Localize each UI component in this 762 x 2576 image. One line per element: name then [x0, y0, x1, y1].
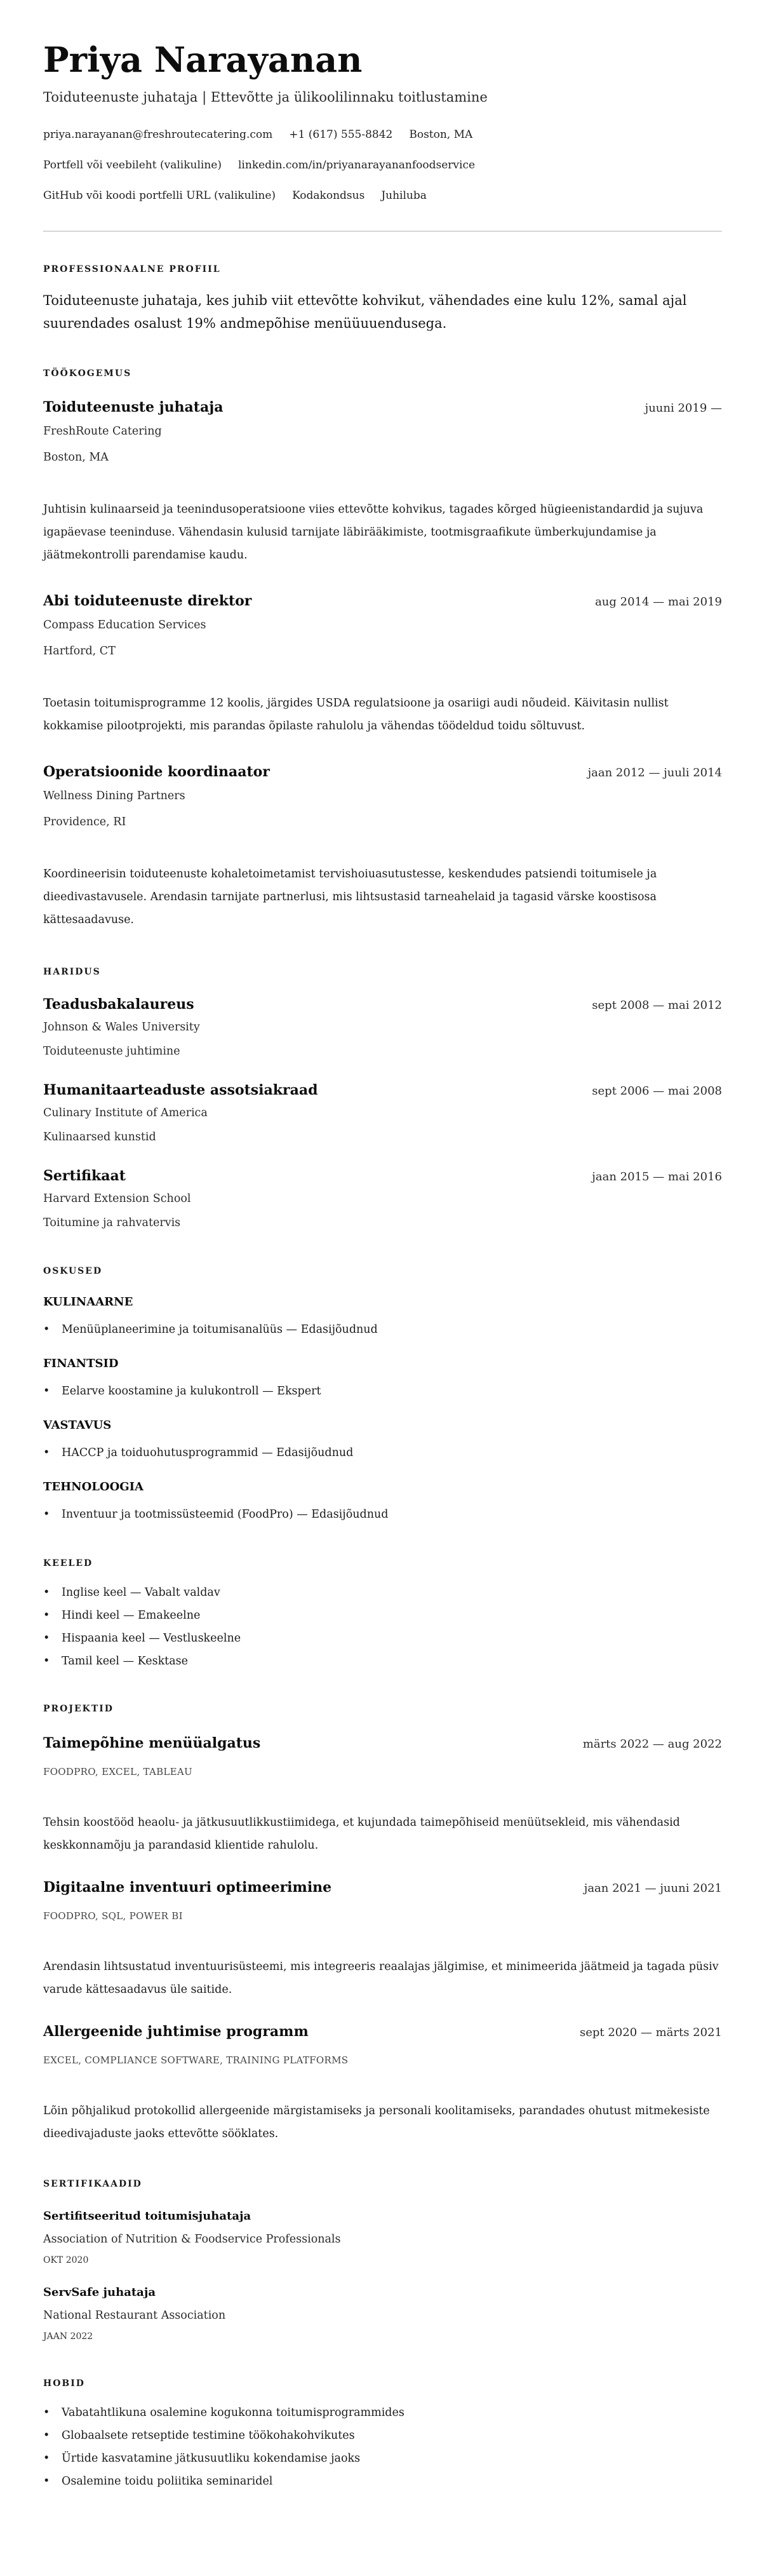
certification-issuer: Association of Nutrition & Foodservice Professionals: [43, 2233, 341, 2246]
certification-entry: [43, 2284, 722, 2343]
job-location: Boston, MA: [43, 451, 109, 464]
entry-header: [43, 2022, 722, 2042]
certification-entry: [43, 2208, 722, 2267]
location: Boston, MA: [409, 128, 473, 141]
contact-row: [43, 125, 722, 144]
language-item: • Hispaania keel — Vestluskeelne: [43, 1627, 722, 1650]
entry-date: sept 2020 — märts 2021: [579, 2026, 722, 2039]
job-description: Toetasin toitumisprogramme 12 koolis, järgides USDA regulatsioone ja osariigi audi nõudeid. Käivitasin nullist kokkamise pilootprojekti, mis parandas õpilaste rahulolu ja vähendas töödeldud toidu sõltuvust.: [43, 697, 669, 732]
skill-item: • Inventuur ja tootmissüsteemid (FoodPro) — Edasijõudnud: [43, 1506, 722, 1523]
profile-section: [43, 263, 722, 335]
portfolio-link[interactable]: Portfell või veebileht (valikuline): [43, 159, 222, 172]
entry-header: [43, 591, 722, 612]
certification-date: JAAN 2022: [43, 2331, 93, 2342]
skill-group: [43, 1294, 722, 1338]
school-name: Harvard Extension School: [43, 1192, 191, 1205]
projects-section: [43, 1703, 722, 2145]
section-heading: PROJEKTID: [43, 1704, 114, 1714]
certification-issuer: National Restaurant Association: [43, 2309, 226, 2322]
certification-date: OKT 2020: [43, 2255, 89, 2265]
school-name: Culinary Institute of America: [43, 1107, 208, 1119]
entry-header: [43, 1734, 722, 1754]
skill-group: [43, 1417, 722, 1461]
project-description: Arendasin lihtsustatud inventuurisüsteemi, mis integreeris reaalajas jälgimise, et minimeerida jäätmeid ja tagada püsiv varude kättesaadavus üle saitide.: [43, 1960, 719, 1996]
hobby-item: • Ürtide kasvatamine jätkusuutliku kokendamise jaoks: [43, 2447, 722, 2470]
job-description: Koordineerisin toiduteenuste kohaletoimetamist tervishoiuasutustesse, keskendudes patsiendi toitumisele ja dieedivastavusele. Arendasin tarnijate partnerlusi, mis lihtsustasid tarneahelaid ja tagasid värske koostisosa kättesaadavuse.: [43, 868, 657, 926]
experience-entry: [43, 398, 722, 567]
degree-title: Sertifikaat: [43, 1168, 126, 1184]
hobbies-section: [43, 2377, 722, 2493]
citizenship: Kodakondsus: [292, 189, 365, 202]
headline: Toiduteenuste juhataja | Ettevõtte ja ülikoolilinnaku toitlustamine: [43, 90, 488, 105]
skill-list: [43, 1445, 722, 1461]
entry-header: [43, 762, 722, 783]
section-heading: HARIDUS: [43, 967, 101, 977]
section-heading: SERTIFIKAADID: [43, 2179, 142, 2189]
certification-title: ServSafe juhataja: [43, 2286, 156, 2299]
school-name: Johnson & Wales University: [43, 1021, 200, 1034]
skill-item: • Eelarve koostamine ja kulukontroll — Ekspert: [43, 1383, 722, 1399]
section-heading: TÖÖKOGEMUS: [43, 368, 132, 379]
contact-row: [43, 156, 722, 175]
entry-date: aug 2014 — mai 2019: [595, 595, 722, 609]
skill-group: [43, 1479, 722, 1523]
project-entry: [43, 1734, 722, 1857]
project-title: Allergeenide juhtimise programm: [43, 2023, 309, 2040]
job-location: Providence, RI: [43, 816, 126, 828]
project-description: Tehsin koostööd heaolu- ja jätkusuutlikkustiimidega, et kujundada taimepõhiseid menüütsekleid, mis vähendasid keskkonnamõju ja parandasid klientide rahulolu.: [43, 1816, 680, 1852]
skill-group-title: KULINAARNE: [43, 1295, 133, 1309]
field-of-study: Kulinaarsed kunstid: [43, 1131, 156, 1143]
company-name: FreshRoute Catering: [43, 425, 162, 438]
education-entry: [43, 1166, 722, 1231]
job-location: Hartford, CT: [43, 645, 116, 657]
field-of-study: Toiduteenuste juhtimine: [43, 1045, 180, 1058]
github-link[interactable]: GitHub või koodi portfelli URL (valikuline): [43, 189, 276, 202]
hobby-item: • Globaalsete retseptide testimine töökohakohvikutes: [43, 2424, 722, 2447]
project-entry: [43, 1878, 722, 2001]
education-section: [43, 966, 722, 1231]
entry-date: jaan 2015 — mai 2016: [592, 1170, 722, 1183]
skill-group: [43, 1356, 722, 1399]
candidate-name: Priya Narayanan: [43, 39, 363, 80]
degree-title: Humanitaarteaduste assotsiakraad: [43, 1082, 318, 1098]
entry-header: [43, 398, 722, 418]
section-heading: PROFESSIONAALNE PROFIIL: [43, 264, 221, 274]
entry-date: juuni 2019 —: [645, 401, 722, 415]
language-item: • Tamil keel — Kesktase: [43, 1650, 722, 1673]
languages-section: [43, 1557, 722, 1673]
language-item: • Hindi keel — Emakeelne: [43, 1604, 722, 1627]
project-tech: FOODPRO, EXCEL, TABLEAU: [43, 1766, 192, 1777]
skill-item: • HACCP ja toiduohutusprogrammid — Edasijõudnud: [43, 1445, 722, 1461]
entry-date: sept 2006 — mai 2008: [592, 1084, 722, 1098]
certification-title: Sertifitseeritud toitumisjuhataja: [43, 2209, 251, 2223]
skill-item: • Menüüplaneerimine ja toitumisanalüüs — Edasijõudnud: [43, 1321, 722, 1338]
field-of-study: Toitumine ja rahvatervis: [43, 1217, 181, 1229]
header-divider: [43, 231, 722, 232]
entry-date: sept 2008 — mai 2012: [592, 999, 722, 1012]
contact-row: [43, 186, 722, 205]
project-tech: FOODPRO, SQL, POWER BI: [43, 1910, 183, 1922]
entry-header: [43, 1081, 722, 1101]
experience-section: [43, 367, 722, 931]
project-entry: [43, 2022, 722, 2145]
skill-group-title: VASTAVUS: [43, 1419, 112, 1432]
section-heading: KEELED: [43, 1558, 93, 1568]
certifications-section: [43, 2178, 722, 2343]
drivers-license: Juhiluba: [381, 189, 427, 202]
phone: +1 (617) 555-8842: [289, 128, 393, 141]
resume-header: [43, 39, 722, 205]
skill-list: [43, 1321, 722, 1338]
section-heading: HOBID: [43, 2378, 85, 2389]
education-entry: [43, 995, 722, 1060]
education-entry: [43, 1081, 722, 1145]
experience-entry: [43, 762, 722, 931]
skill-list: [43, 1383, 722, 1399]
project-title: Digitaalne inventuuri optimeerimine: [43, 1879, 332, 1896]
language-item: • Inglise keel — Vabalt valdav: [43, 1581, 722, 1604]
project-description: Lõin põhjalikud protokollid allergeenide märgistamiseks ja personali koolitamiseks, parandades ohutust mitmekesiste dieedivajaduste jaoks ettevõtte sööklates.: [43, 2105, 710, 2140]
profile-text: Toiduteenuste juhataja, kes juhib viit ettevõtte kohvikut, vähendades eine kulu 12%, samal ajal suurendades osalust 19% andmepõhise menüüuuendusega.: [43, 293, 687, 331]
job-title: Abi toiduteenuste direktor: [43, 593, 252, 609]
skills-section: [43, 1265, 722, 1523]
entry-date: märts 2022 — aug 2022: [582, 1737, 722, 1751]
entry-date: jaan 2012 — juuli 2014: [587, 766, 722, 779]
job-description: Juhtisin kulinaarseid ja teenindusoperatsioone viies ettevõtte kohvikus, tagades kõrged hügieenistandardid ja sujuva igapäevase teeninduse. Vähendasin kulusid tarnijate läbirääkimiste, tootmisgraafikute ümberkujundamise ja jäätmekontrolli parendamise kaudu.: [43, 503, 704, 562]
entry-header: [43, 1166, 722, 1187]
hobby-item: • Vabatahtlikuna osalemine kogukonna toitumisprogrammides: [43, 2401, 722, 2424]
company-name: Wellness Dining Partners: [43, 790, 185, 802]
section-heading: OSKUSED: [43, 1266, 103, 1276]
project-tech: EXCEL, COMPLIANCE SOFTWARE, TRAINING PLATFORMS: [43, 2054, 349, 2066]
project-title: Taimepõhine menüüalgatus: [43, 1735, 261, 1751]
email-link[interactable]: priya.narayanan@freshroutecatering.com: [43, 128, 273, 141]
resume-page: [0, 39, 762, 2493]
entry-header: [43, 995, 722, 1015]
entry-date: jaan 2021 — juuni 2021: [584, 1882, 722, 1895]
entry-header: [43, 1878, 722, 1898]
skill-group-title: FINANTSID: [43, 1357, 119, 1370]
company-name: Compass Education Services: [43, 619, 206, 631]
experience-entry: [43, 591, 722, 738]
degree-title: Teadusbakalaureus: [43, 996, 194, 1013]
job-title: Toiduteenuste juhataja: [43, 399, 224, 415]
job-title: Operatsioonide koordinaator: [43, 764, 270, 780]
skill-group-title: TEHNOLOOGIA: [43, 1480, 144, 1494]
skill-list: [43, 1506, 722, 1523]
linkedin-link[interactable]: linkedin.com/in/priyanarayananfoodservice: [238, 159, 476, 172]
hobby-item: • Osalemine toidu poliitika seminaridel: [43, 2470, 722, 2493]
